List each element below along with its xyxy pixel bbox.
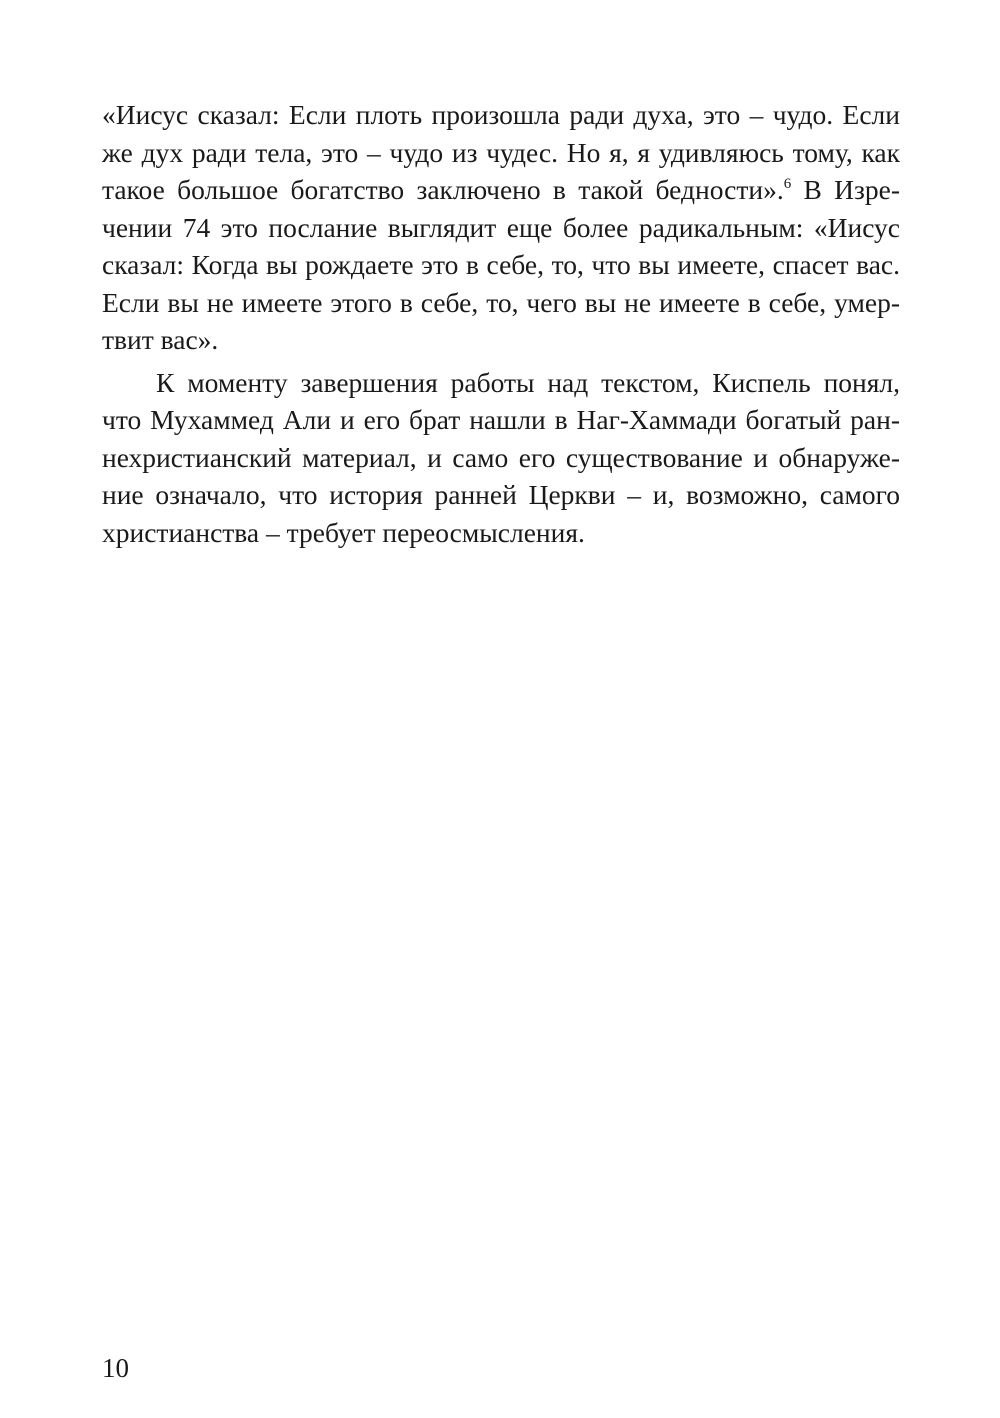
paragraph-1 <box>102 96 900 359</box>
text-fragment: нии 74 это послание выглядит еще более радикальным: «Иисус <box>128 211 900 243</box>
text-line: сказал: Когда вы рождаете это в себе, то, что вы имеете, спасет вас. <box>102 249 900 280</box>
text-line: «Иисус сказал: Если плоть произошла ради духа, это – чудо. Если <box>102 99 900 130</box>
text-line: ние означало, что история ранней Церкви – и, возможно, самого <box>102 479 900 510</box>
text-line: Если вы не имеете этого в себе, то, чего вы не имеете в себе, умер- <box>102 286 900 318</box>
text-line: К моменту завершения работы над текстом, Киспель понял, <box>156 366 900 398</box>
text-line: что Мухаммед Али и его брат нашли в Наг-Хаммади богатый ран- <box>102 404 900 435</box>
text-fragment: В Изре- <box>791 174 900 205</box>
text-fragment: че <box>102 211 129 243</box>
page-body <box>102 96 900 551</box>
paragraph-2 <box>102 364 900 552</box>
text-line: твит вас». <box>102 324 219 355</box>
text-line <box>102 209 900 247</box>
text-line: же дух ради тела, это – чудо из чудес. Но я, я удивляюсь тому, как <box>102 136 900 168</box>
text-line: христианства – требует переосмысления. <box>102 516 585 548</box>
footnote-mark[interactable]: 6 <box>783 176 792 192</box>
page-number: 10 <box>102 1353 129 1383</box>
text-line <box>102 171 900 209</box>
text-fragment: такое большое богатство заключено в такой бедности». <box>102 174 784 205</box>
text-line: нехристианский материал, и само его существование и обнаруже- <box>102 441 900 473</box>
